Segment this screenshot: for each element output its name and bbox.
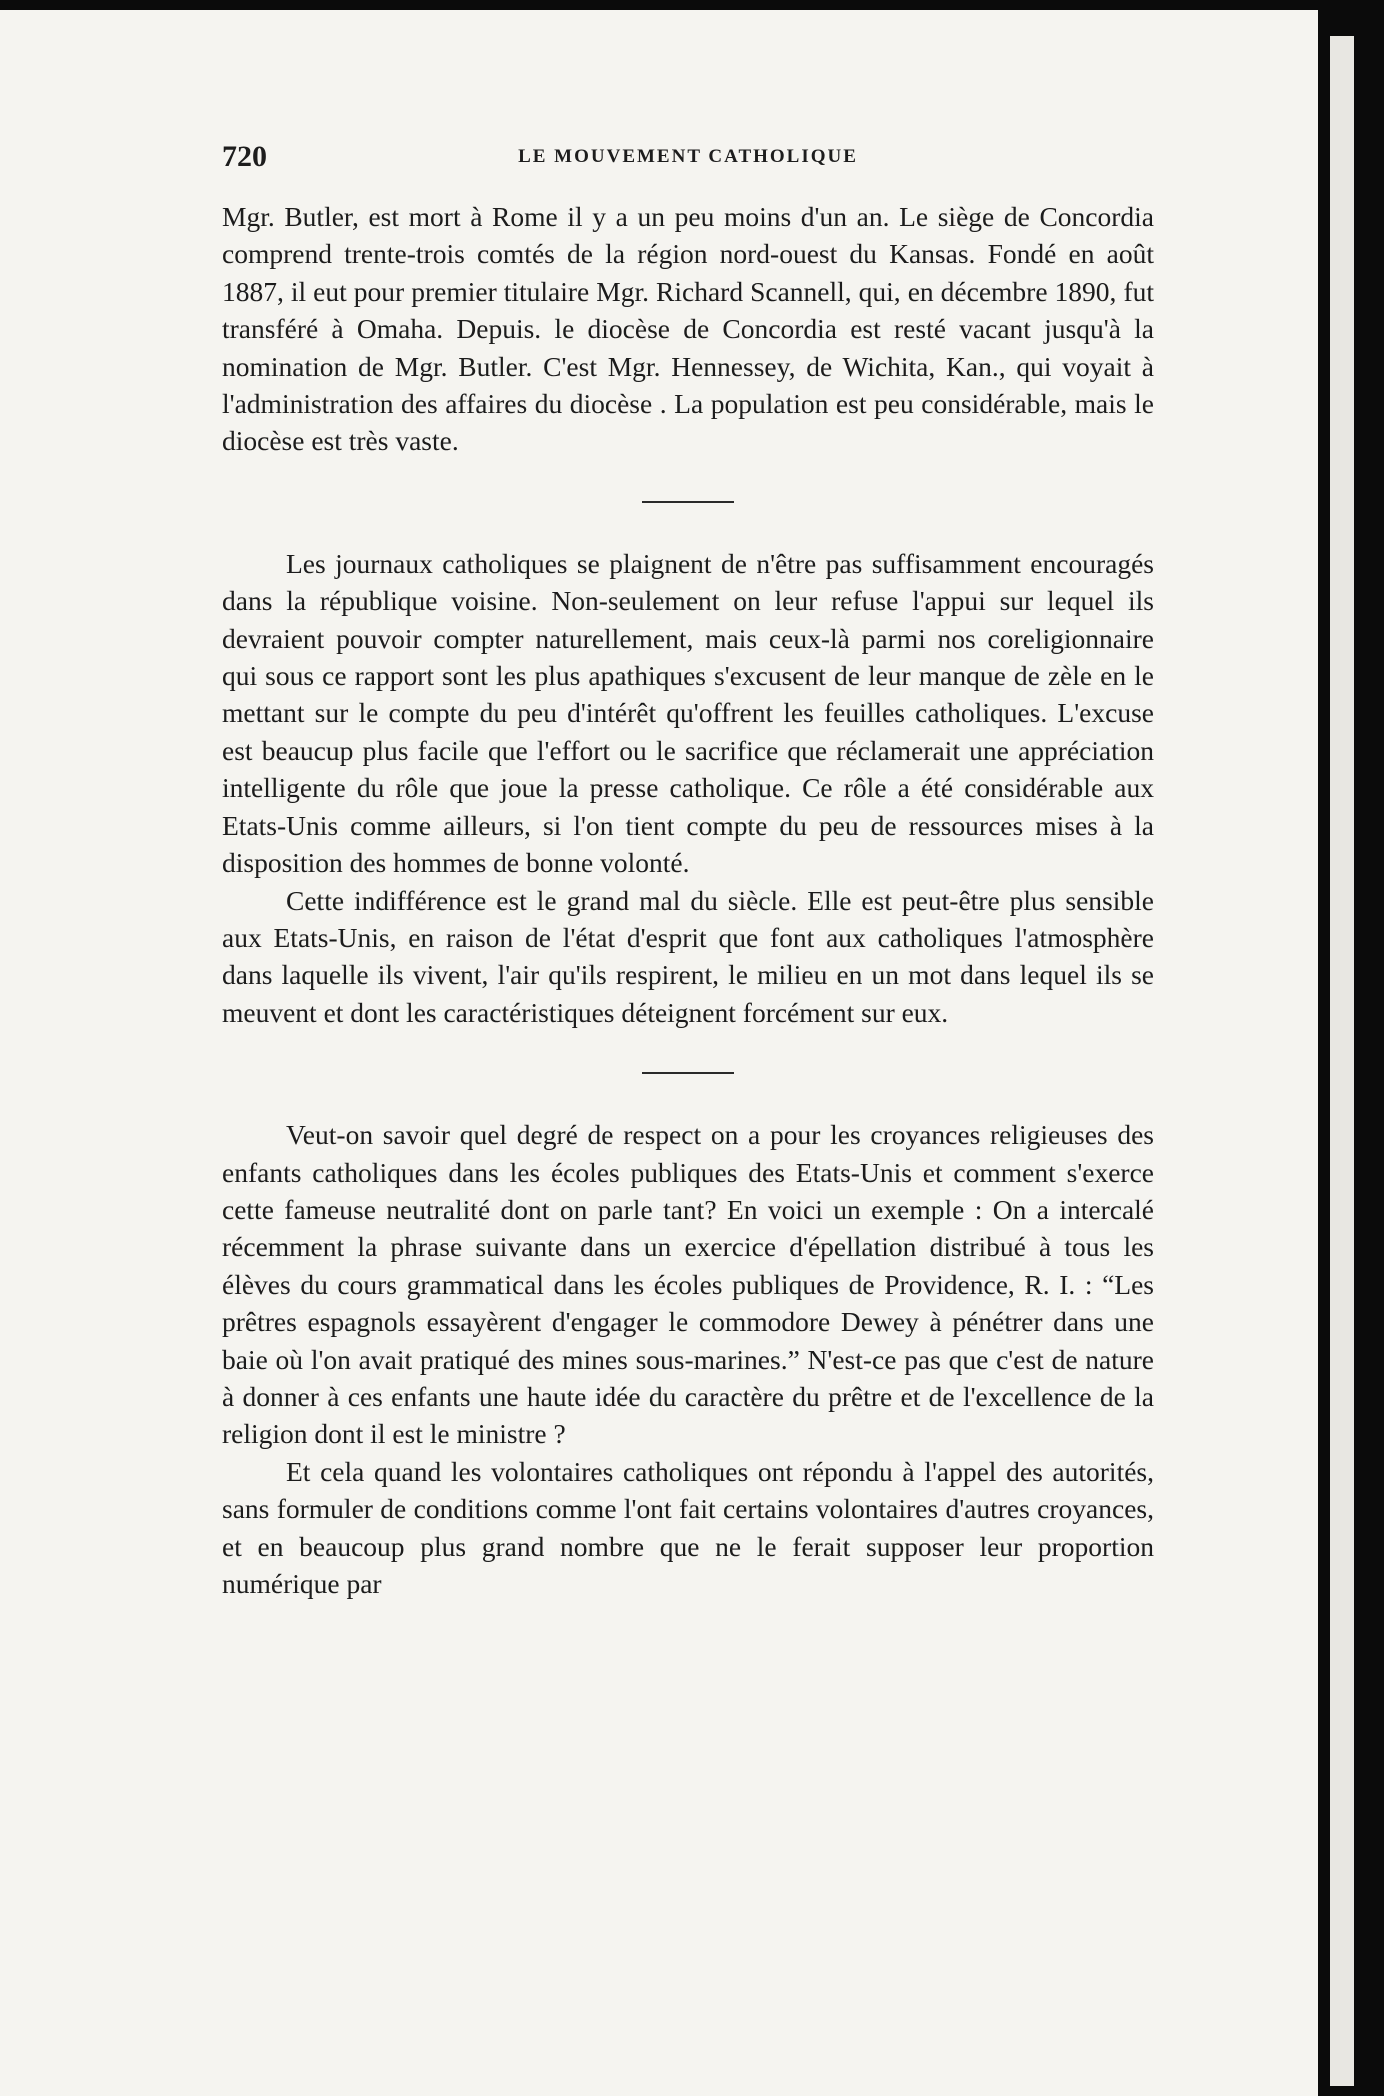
paragraph-volontaires: Et cela quand les volontaires catholiques ont répondu à l'appel des autorités, sans formuler de conditions comme l'ont fait certains volontaires d'autres croyances, et en beaucoup plus grand nombre que ne le ferait supposer leur proportion numérique par [222,1455,1154,1599]
section-divider [642,1072,734,1074]
adjacent-page-edge [1330,36,1354,2086]
page-number: 720 [222,140,267,173]
paragraph-continuation: Mgr. Butler, est mort à Rome il y a un peu moins d'un an. Le siège de Concordia comprend trente-trois comtés de la région nord-ouest du Kansas. Fondé en août 1887, il eut pour premier titulaire Mgr. Richard Scannell, qui, en décembre 1890, fut transféré à Omaha. Depuis. le diocèse de Concordia est resté vacant jusqu'à la nomination de Mgr. Butler. C'est Mgr. Hennessey, de Wichita, Kan., qui voyait à l'administration des affaires du diocèse . La population est peu considérable, mais le diocèse est très vaste. [222,201,1154,457]
paragraph-journaux: Les journaux catholiques se plaignent de n'être pas suffisamment encouragés dans la république voisine. Non-seulement on leur refuse l'appui sur lequel ils devraient pouvoir compter naturellement, mais ceux-là parmi nos coreligionnaire qui sous ce rapport sont les plus apathiques s'excusent de leur manque de zèle en le mettant sur le compte du peu d'intérêt qu'offrent les feuilles catholiques. L'excuse est beaucup plus facile que l'effort ou le sacrifice que réclamerait une appréciation intelligente du rôle que joue la presse catholique. Ce rôle a été considérable aux Etats-Unis comme ailleurs, si l'on tient compte du peu de ressources mises à la disposition des hommes de bonne volonté. [222,547,1154,879]
running-title: LE MOUVEMENT CATHOLIQUE [518,146,858,167]
body-text [222,198,1154,1602]
paragraph-indifference: Cette indifférence est le grand mal du siècle. Elle est peut-être plus sensible aux Etats-Unis, en raison de l'état d'esprit que font aux catholiques l'atmosphère dans laquelle ils vivent, l'air qu'ils respirent, le milieu en un mot dans lequel ils se meuvent et dont les caractéristiques déteignent forcément sur eux. [222,884,1154,1028]
page-header [222,140,1154,180]
paragraph-respect: Veut-on savoir quel degré de respect on a pour les croyances religieuses des enfants catholiques dans les écoles publiques des Etats-Unis et comment s'exerce cette fameuse neutralité dont on parle tant? En voici un exemple : On a intercalé récemment la phrase suivante dans un exercice d'épellation distribué à tous les élèves du cours grammatical dans les écoles publiques de Providence, R. I. : “Les prêtres espagnols essayèrent d'engager le commodore Dewey à pénétrer dans une baie où l'on avait pratiqué des mines sous-marines.” N'est-ce pas que c'est de nature à donner à ces enfants une haute idée du caractère du prêtre et de l'excellence de la religion dont il est le ministre ? [222,1119,1154,1450]
section-divider [642,501,734,503]
